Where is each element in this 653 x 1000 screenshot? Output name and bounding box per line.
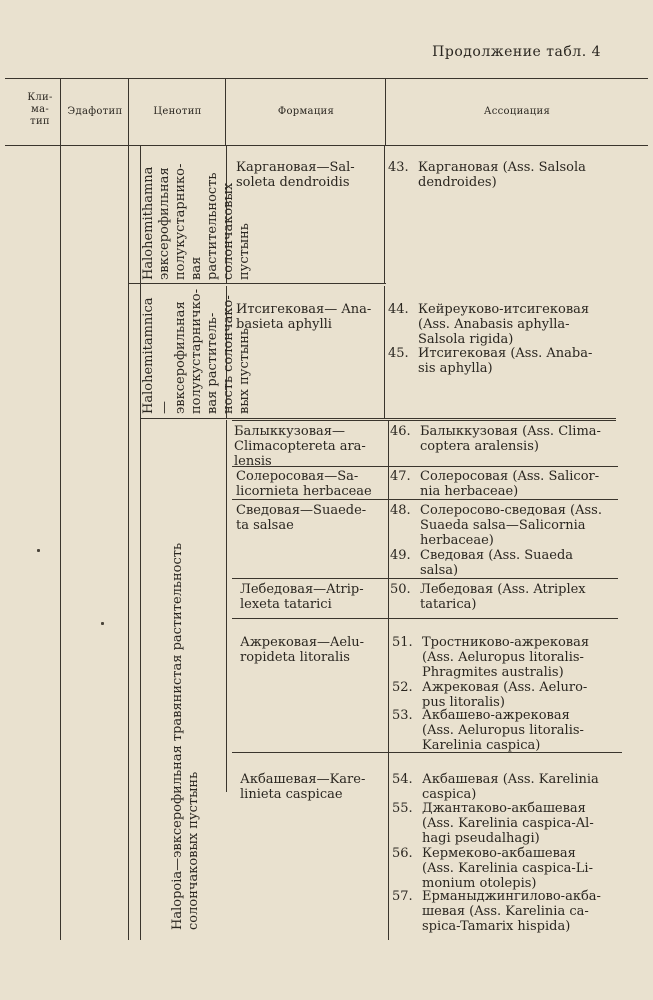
association-text: Лебедовая (Ass. Atriplex tatarica)	[420, 582, 586, 612]
association-text: Балыккузовая (Ass. Clima- coptera aralensis)	[420, 424, 601, 454]
association-45	[388, 346, 643, 380]
association-text: Ерманыджингилово-акба- шевая (Ass. Karelinia ca- spica-Tamarix hispida)	[422, 889, 601, 934]
association-text: Каргановая (Ass. Salsola dendroides)	[418, 160, 586, 190]
block3-divider-right	[388, 420, 389, 940]
association-56	[392, 846, 647, 894]
ditto-mark-climate	[37, 549, 40, 552]
association-number: 49.	[390, 548, 411, 563]
association-number: 54.	[392, 772, 413, 787]
ditto-mark-edaphotype	[101, 622, 104, 625]
association-text: Сведовая (Ass. Suaeda salsa)	[420, 548, 574, 578]
formation-atriplexeta: Лебедовая—Atrip- lexeta tatarici	[240, 582, 364, 612]
association-text: Ажрековая (Ass. Aeluro- pus litoralis)	[422, 680, 588, 710]
association-43	[388, 160, 643, 194]
association-47	[390, 469, 645, 503]
association-number: 48.	[390, 503, 411, 518]
association-57	[392, 889, 647, 937]
association-number: 53.	[392, 708, 413, 723]
header-cenotype: Ценотип	[153, 106, 202, 117]
association-number: 51.	[392, 635, 413, 650]
formation-salsoleta: Каргановая—Sal- soleta dendroidis	[236, 160, 355, 190]
association-number: 55.	[392, 801, 413, 816]
row-rule-46	[232, 420, 616, 421]
formation-climacoptereta: Балыккузовая— Climacoptereta ara- lensis	[234, 424, 366, 469]
header-edaphotype: Эдафотип	[67, 106, 123, 117]
association-50	[390, 582, 645, 616]
association-number: 52.	[392, 680, 413, 695]
association-number: 43.	[388, 160, 409, 175]
formation-salicornieta: Солеросовая—Sa- licornieta herbaceae	[236, 469, 372, 499]
cenotype-halohemithamna: Halohemithamna эвксерофильная полукустарнико- вая растительность солончаковых пустынь	[141, 163, 252, 280]
association-text: Акбашево-ажрековая (Ass. Aeluropus litoralis- Karelinia caspica)	[422, 708, 584, 753]
col-divider-2	[128, 78, 129, 940]
association-48	[390, 503, 645, 551]
cenotype-halopoia: Halopoia—эвксерофильная травянистая растительность солончаковых пустынь	[170, 542, 201, 930]
association-text: Джантаково-акбашевая (Ass. Karelinia caspica-Al- hagi pseudalhagi)	[422, 801, 594, 846]
block2-bottom-rule	[140, 418, 616, 419]
association-number: 45.	[388, 346, 409, 361]
association-number: 56.	[392, 846, 413, 861]
header-formation: Формация	[277, 106, 335, 117]
association-text: Итсигековая (Ass. Anaba- sis aphylla)	[418, 346, 593, 376]
block1-bottom-rule	[128, 283, 386, 284]
running-head: Продолжение табл. 4	[432, 44, 601, 60]
association-text: Акбашевая (Ass. Karelinia caspica)	[422, 772, 599, 802]
col-divider-3-header	[225, 78, 226, 145]
formation-anabasieta: Итсигековая— Ana- basieta aphylli	[236, 302, 372, 332]
association-text: Кейреуково-итсигековая (Ass. Anabasis aphylla- Salsola rigida)	[418, 302, 590, 347]
association-53	[392, 708, 647, 756]
association-49	[390, 548, 645, 582]
table-top-rule	[5, 78, 648, 79]
formation-aeluropideta: Ажрековая—Aelu- ropideta litoralis	[240, 635, 365, 665]
block3-divider-left	[226, 420, 227, 792]
formation-suaedeta: Сведовая—Suaede- ta salsae	[236, 503, 367, 533]
association-text: Солеросовая (Ass. Salicor- nia herbaceae)	[420, 469, 600, 499]
association-text: Тростниково-ажрековая (Ass. Aeluropus litoralis- Phragmites australis)	[422, 635, 590, 680]
association-number: 57.	[392, 889, 413, 904]
association-46	[390, 424, 645, 458]
association-44	[388, 302, 643, 350]
association-51	[392, 635, 647, 683]
association-55	[392, 801, 647, 849]
association-number: 46.	[390, 424, 411, 439]
association-number: 50.	[390, 582, 411, 597]
association-text: Солеросово-сведовая (Ass. Suaeda salsa—Salicornia herbaceae)	[420, 503, 602, 548]
association-number: 47.	[390, 469, 411, 484]
col-divider-4-header	[385, 78, 386, 145]
header-association: Ассоциация	[483, 106, 551, 117]
formation-karelinieta: Акбашевая—Kare- linieta caspicae	[240, 772, 366, 802]
col-divider-1	[60, 78, 61, 940]
header-bottom-rule	[5, 145, 648, 146]
header-climate: Кли- ма- тип	[27, 92, 53, 127]
association-number: 44.	[388, 302, 409, 317]
association-text: Кермеково-акбашевая (Ass. Karelinia caspica-Li- monium otolepis)	[422, 846, 593, 891]
cenotype-halohemitamnica: Halohemitamnica— эвксерофильная полукустарничко- вая раститель- ность солончако- вых пустынь	[141, 289, 252, 414]
row-rule-51	[232, 618, 618, 619]
